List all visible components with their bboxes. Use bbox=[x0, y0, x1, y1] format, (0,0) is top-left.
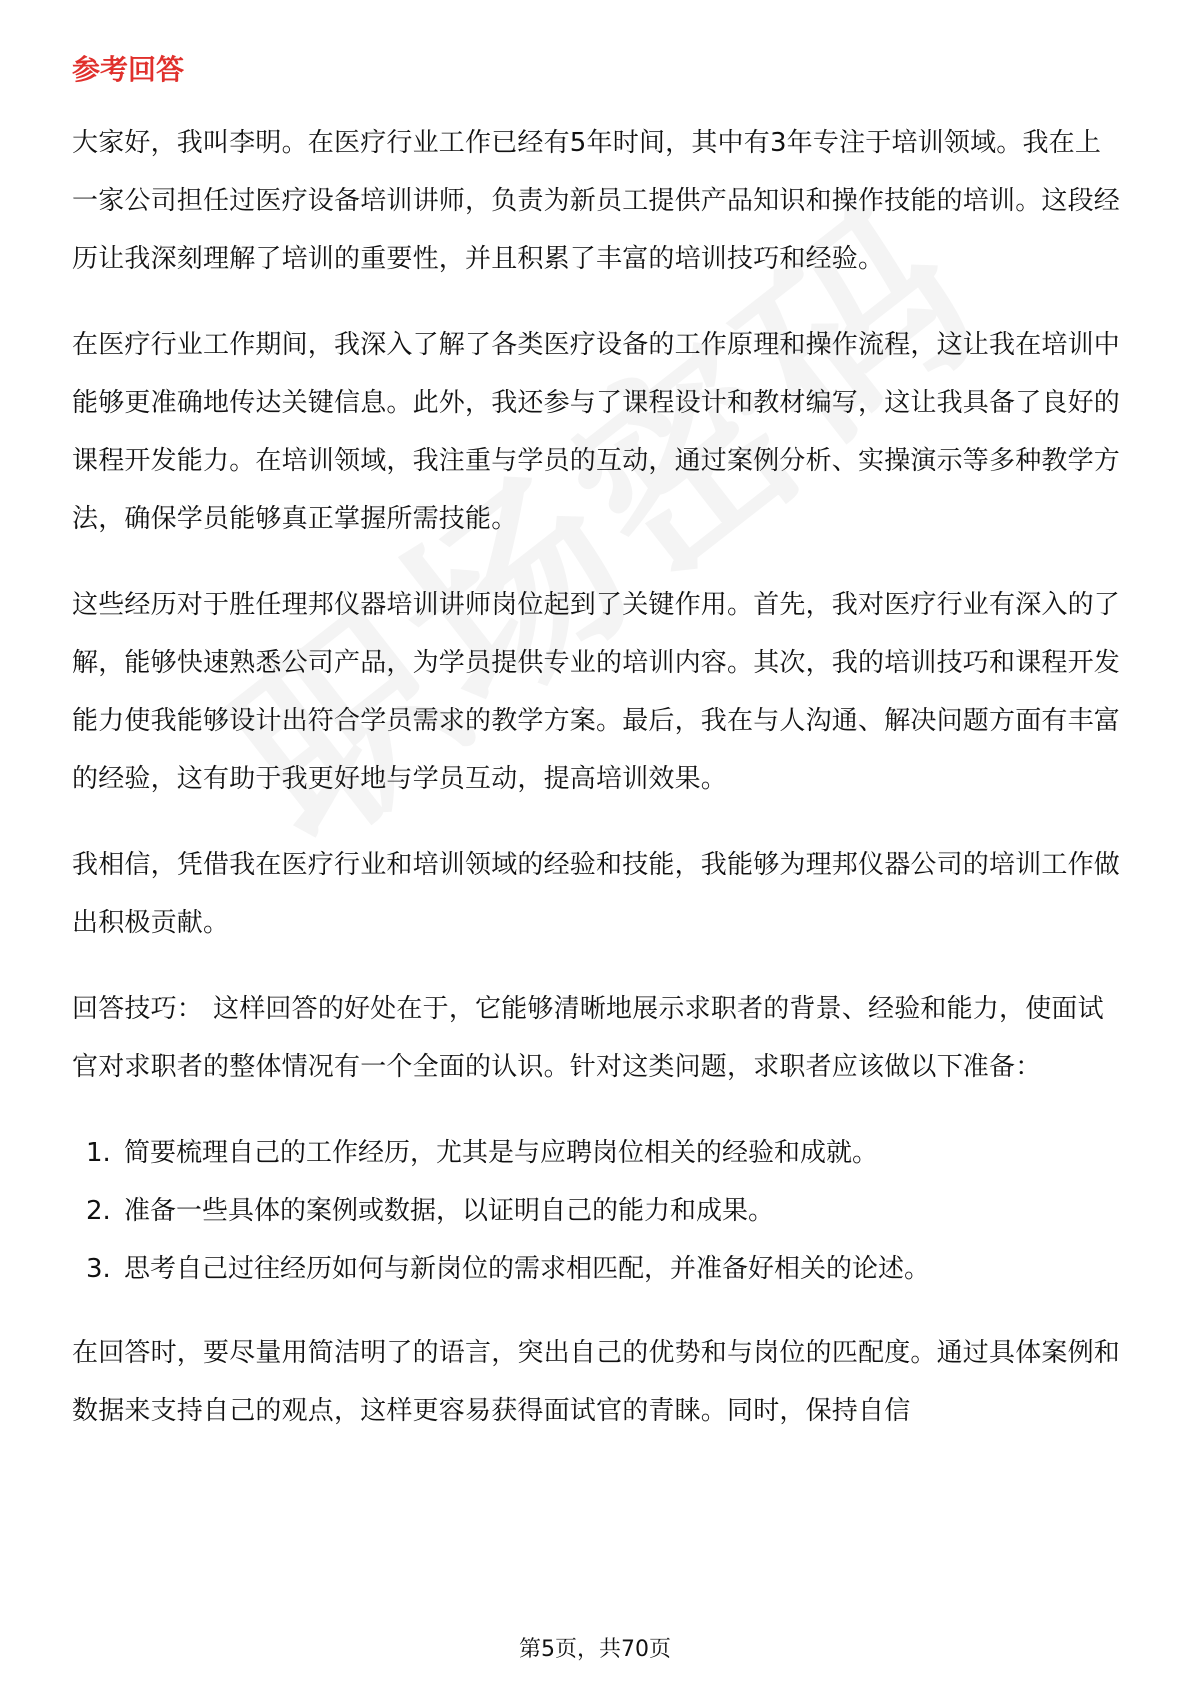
paragraph-intro: 大家好，我叫李明。在医疗行业工作已经有5年时间，其中有3年专注于培训领域。我在上一家公司担任过医疗设备培训讲师，负责为新员工提供产品知识和操作技能的培训。这段经历让我深刻理解了培训的重要性，并且积累了丰富的培训技巧和经验。 bbox=[72, 128, 1121, 274]
document-page bbox=[72, 44, 1122, 1468]
tips-paragraph bbox=[72, 980, 1122, 1096]
paragraph-closing: 在回答时，要尽量用简洁明了的语言，突出自己的优势和与岗位的匹配度。通过具体案例和数据来支持自己的观点，这样更容易获得面试官的青睐。同时，保持自信 bbox=[72, 1338, 1121, 1426]
paragraph-conclusion: 我相信，凭借我在医疗行业和培训领域的经验和技能，我能够为理邦仪器公司的培训工作做出积极贡献。 bbox=[72, 850, 1121, 938]
list-item-number: 1. bbox=[86, 1138, 111, 1168]
list-item bbox=[72, 1182, 1122, 1240]
page-number: 第5页，共70页 bbox=[519, 1637, 671, 1662]
list-item-text: 准备一些具体的案例或数据，以证明自己的能力和成果。 bbox=[124, 1196, 775, 1226]
prep-list bbox=[72, 1124, 1122, 1298]
paragraph-fit: 这些经历对于胜任理邦仪器培训讲师岗位起到了关键作用。首先，我对医疗行业有深入的了解，能够快速熟悉公司产品，为学员提供专业的培训内容。其次，我的培训技巧和课程开发能力使我能够设计出符合学员需求的教学方案。最后，我在与人沟通、解决问题方面有丰富的经验，这有助于我更好地与学员互动，提高培训效果。 bbox=[72, 590, 1121, 794]
tips-label: 回答技巧： bbox=[72, 994, 204, 1024]
paragraph-experience: 在医疗行业工作期间，我深入了解了各类医疗设备的工作原理和操作流程，这让我在培训中能够更准确地传达关键信息。此外，我还参与了课程设计和教材编写，这让我具备了良好的课程开发能力。在培训领域，我注重与学员的互动，通过案例分析、实操演示等多种教学方法，确保学员能够真正掌握所需技能。 bbox=[72, 330, 1121, 534]
list-item-number: 3. bbox=[86, 1254, 111, 1284]
list-item bbox=[72, 1240, 1122, 1298]
list-item bbox=[72, 1124, 1122, 1182]
tips-text: 这样回答的好处在于，它能够清晰地展示求职者的背景、经验和能力，使面试官对求职者的整体情况有一个全面的认识。针对这类问题，求职者应该做以下准备： bbox=[72, 994, 1104, 1082]
list-item-number: 2. bbox=[86, 1196, 111, 1226]
list-item-text: 简要梳理自己的工作经历，尤其是与应聘岗位相关的经验和成就。 bbox=[124, 1138, 879, 1168]
list-item-text: 思考自己过往经历如何与新岗位的需求相匹配，并准备好相关的论述。 bbox=[124, 1254, 931, 1284]
section-title: 参考回答 bbox=[72, 53, 185, 86]
